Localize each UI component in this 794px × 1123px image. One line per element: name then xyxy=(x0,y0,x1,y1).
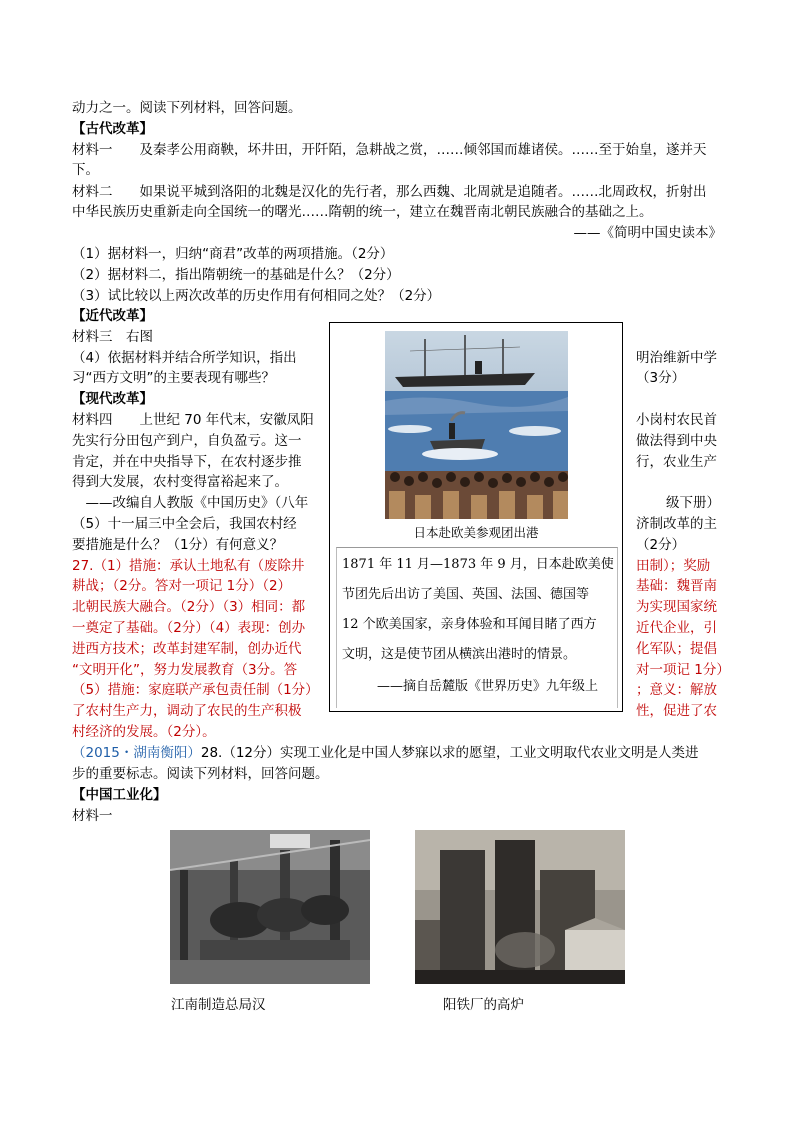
answer-line-5-right: 化军队；提倡 xyxy=(636,641,717,657)
question-28-line-2: 步的重要标志。阅读下列材料，回答问题。 xyxy=(72,766,329,782)
material-1b: 材料一 xyxy=(72,808,113,824)
material-4-source: ——改编自人教版《中国历史》（八年 xyxy=(72,495,309,511)
answer-line-5: 进西方技术；改革封建军制，创办近代 xyxy=(72,641,302,657)
material-2-line-1: 材料二 如果说平城到洛阳的北魏是汉化的先行者，那么西魏、北周就是追随者。……北周政权，折射出 xyxy=(72,184,707,200)
material-4-line-3: 肯定，并在中央指导下，在农村逐步推 xyxy=(72,454,302,470)
figure-scan-text xyxy=(336,547,618,708)
photo-1-caption: 江南制造总局汉 xyxy=(171,997,266,1013)
material-4-line-2-right: 做法得到中央 xyxy=(636,433,717,449)
material-2-source: ——《简明中国史读本》 xyxy=(573,225,722,241)
answer-line-3-right: 为实现国家统 xyxy=(636,599,717,615)
question-5-line-2-right: （2分） xyxy=(636,537,686,553)
scan-line-3: 12 个欧美国家，亲身体验和耳闻目睹了西方 xyxy=(342,617,597,632)
question-28-source: （2015・湖南衡阳） xyxy=(72,745,201,761)
material-2-line-2: 中华民族历史重新走向全国统一的曙光……隋朝的统一，建立在魏晋南北朝民族融合的基础之上。 xyxy=(72,204,653,220)
answer-line-6-right: 对一项记 1分） xyxy=(636,662,730,678)
material-1-line-2: 下。 xyxy=(72,162,99,178)
question-4-line-1-right: 明治维新中学 xyxy=(636,350,717,366)
question-2: （2）据材料二，指出隋朝统一的基础是什么？（2分） xyxy=(72,267,400,283)
scan-line-2: 节团先后出访了美国、英国、法国、德国等 xyxy=(342,587,590,602)
answer-line-1: 27.（1）措施：承认土地私有（废除井 xyxy=(72,558,305,574)
material-4-source-right: 级下册） xyxy=(666,495,720,511)
question-3: （3）试比较以上两次改革的历史作用有何相同之处？（2分） xyxy=(72,288,441,304)
answer-line-4-right: 近代企业，引 xyxy=(636,620,717,636)
answer-line-2-right: 基础：魏晋南 xyxy=(636,578,717,594)
answer-line-2: 耕战；（2分。答对一项记 1分）（2） xyxy=(72,578,292,594)
question-4-line-2-right: （3分） xyxy=(636,370,686,386)
answer-line-3: 北朝民族大融合。（2分）（3）相同：都 xyxy=(72,599,306,615)
question-5-line-1-right: 济制改革的主 xyxy=(636,516,717,532)
material-4-line-4: 得到大发展，农村变得富裕起来了。 xyxy=(72,474,288,490)
answer-line-1-right: 田制）；奖励 xyxy=(636,558,711,574)
section-industrial-heading: 【中国工业化】 xyxy=(72,787,167,803)
question-4-line-1: （4）依据材料并结合所学知识，指出 xyxy=(72,350,297,366)
scan-line-4: 文明，这是使节团从横滨出港时的情景。 xyxy=(342,647,577,662)
section-ancient-heading: 【古代改革】 xyxy=(72,121,153,137)
answer-line-9: 村经济的发展。（2分）。 xyxy=(72,724,216,740)
question-5-line-2: 要措施是什么？（1分）有何意义？ xyxy=(72,537,284,553)
scan-line-1: 1871 年 11 月—1873 年 9 月，日本赴欧美使 xyxy=(342,557,614,572)
material-4-line-3-right: 行，农业生产 xyxy=(636,454,717,470)
blast-furnace-photo xyxy=(415,830,625,984)
material-4-line-2: 先实行分田包产到户，自负盈亏。这一 xyxy=(72,433,302,449)
material-1-line-1: 材料一 及秦孝公用商鞅，坏井田，开阡陌，急耕战之赏，……倾邻国而雄诸侯。……至于始皇，遂并天 xyxy=(72,142,707,158)
material-4-line-1: 材料四 上世纪 70 年代末，安徽凤阳 xyxy=(72,412,314,428)
question-28-text: 28.（12分）实现工业化是中国人梦寐以求的愿望，工业文明取代农业文明是人类进 xyxy=(200,745,699,761)
answer-line-7-right: ；意义：解放 xyxy=(636,682,717,698)
section-modern-heading: 【近代改革】 xyxy=(72,308,153,324)
question-4-line-2: 习“西方文明”的主要表现有哪些？ xyxy=(72,370,275,386)
material-4-line-1-right: 小岗村农民首 xyxy=(636,412,717,428)
question-5-line-1: （5）十一届三中全会后，我国农村经 xyxy=(72,516,297,532)
answer-line-8-right: 性，促进了农 xyxy=(636,703,717,719)
photo-2-caption: 阳铁厂的高炉 xyxy=(443,997,524,1013)
arsenal-workshop-photo xyxy=(170,830,370,984)
ship-painting xyxy=(385,331,568,519)
figure-caption: 日本赴欧美参观团出港 xyxy=(413,525,539,540)
answer-line-4: 一奠定了基础。（2分）（4）表现：创办 xyxy=(72,620,306,636)
section-contemporary-heading: 【现代改革】 xyxy=(72,391,153,407)
question-28-line-1 xyxy=(72,743,699,763)
scan-source: ——摘自岳麓版《世界历史》九年级上 xyxy=(377,679,599,694)
answer-line-8: 了农村生产力，调动了农民的生产积极 xyxy=(72,703,302,719)
answer-line-7: （5）措施：家庭联产承包责任制（1分） xyxy=(72,682,319,698)
intro-text: 动力之一。阅读下列材料，回答问题。 xyxy=(72,100,302,116)
question-1: （1）据材料一，归纳“商君”改革的两项措施。（2分） xyxy=(72,246,394,262)
answer-line-6: “文明开化”，努力发展教育（3分。答 xyxy=(72,662,298,678)
figure-box xyxy=(329,322,623,712)
material-3: 材料三 右图 xyxy=(72,329,153,345)
